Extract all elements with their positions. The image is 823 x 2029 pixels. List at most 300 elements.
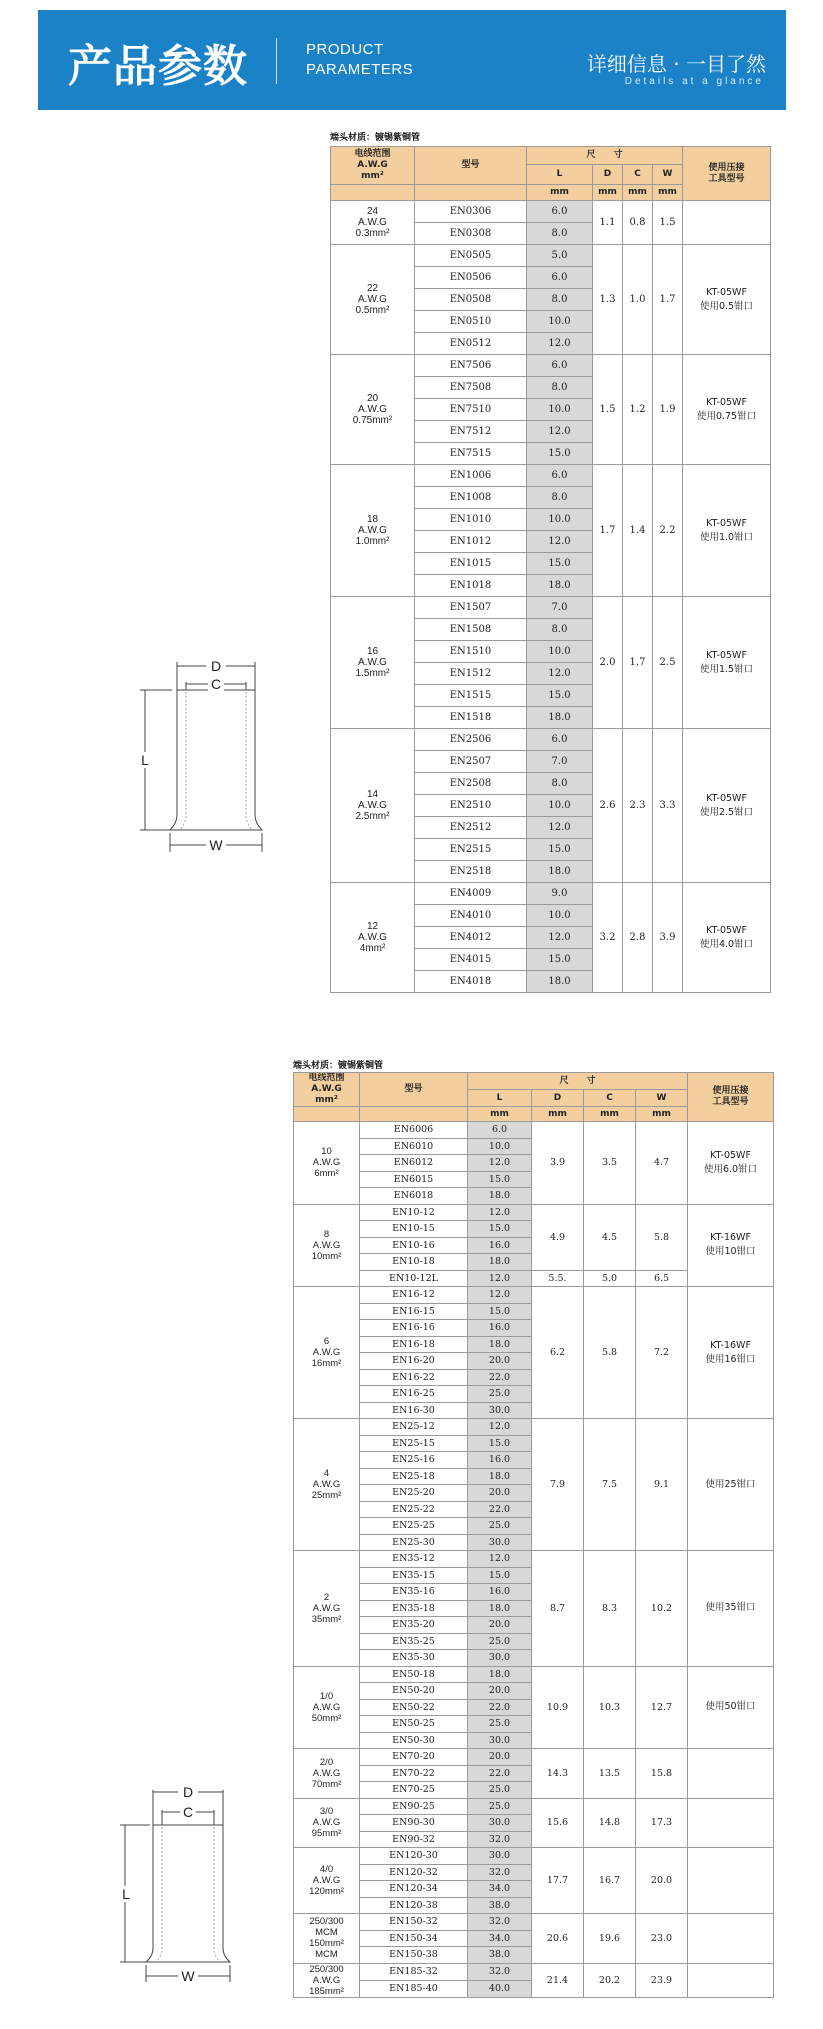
length-cell: 30.0 (468, 1732, 532, 1749)
length-cell: 30.0 (468, 1815, 532, 1832)
model-cell: EN4015 (415, 949, 527, 971)
length-cell: 20.0 (468, 1749, 532, 1766)
cell-line: A.W.G (312, 1479, 341, 1490)
length-cell: 16.0 (468, 1584, 532, 1601)
cell-line: 使用6.0钳口 (703, 1163, 758, 1175)
dim-c-label: C (210, 676, 222, 692)
model-cell: EN50-25 (360, 1716, 468, 1733)
dim-w-cell: 7.2 (636, 1287, 688, 1419)
length-cell: 15.0 (468, 1567, 532, 1584)
length-cell: 25.0 (468, 1633, 532, 1650)
table-row (294, 1287, 774, 1304)
wire-range-cell (294, 1419, 360, 1551)
tool-cell (688, 1798, 774, 1848)
header-w: W (653, 165, 683, 185)
length-cell: 15.0 (468, 1171, 532, 1188)
cell-line: 8 (323, 1228, 330, 1240)
model-cell: EN150-38 (360, 1947, 468, 1964)
wire-range-cell (294, 1122, 360, 1205)
length-cell: 6.0 (527, 355, 593, 377)
dim-c-cell: 19.6 (584, 1914, 636, 1964)
length-cell: 6.0 (468, 1122, 532, 1139)
header-size: 尺 寸 (468, 1073, 688, 1090)
model-cell: EN6006 (360, 1122, 468, 1139)
model-cell: EN4010 (415, 905, 527, 927)
length-cell: 18.0 (527, 861, 593, 883)
header-blank (331, 185, 415, 201)
length-cell: 8.0 (527, 487, 593, 509)
model-cell: EN2510 (415, 795, 527, 817)
model-cell: EN10-12 (360, 1204, 468, 1221)
length-cell: 10.0 (527, 311, 593, 333)
cell-line: A.W.G (358, 404, 387, 415)
dim-w-label: W (181, 1968, 195, 1984)
model-cell: EN6010 (360, 1138, 468, 1155)
length-cell: 30.0 (468, 1848, 532, 1865)
cell-line: 150mm² (309, 1938, 344, 1950)
tool-cell (688, 1914, 774, 1964)
model-cell: EN50-30 (360, 1732, 468, 1749)
cell-line: A.W.G (312, 1602, 341, 1614)
length-cell: 22.0 (468, 1501, 532, 1518)
cell-line: 1.5mm² (355, 668, 390, 679)
length-cell: 18.0 (468, 1188, 532, 1205)
length-cell: 20.0 (468, 1485, 532, 1502)
cell-line: A.W.G (358, 525, 387, 536)
model-cell: EN25-30 (360, 1534, 468, 1551)
tool-cell (683, 465, 771, 597)
tool-cell (683, 597, 771, 729)
model-cell: EN1507 (415, 597, 527, 619)
dim-d-cell: 14.3 (532, 1749, 584, 1799)
length-cell: 9.0 (527, 883, 593, 905)
header-unit: mm (593, 185, 623, 201)
cell-line: 22 (366, 283, 379, 294)
model-cell: EN120-32 (360, 1864, 468, 1881)
table-row (294, 1666, 774, 1683)
table-row (294, 1749, 774, 1766)
table-row (294, 1914, 774, 1931)
length-cell: 6.0 (527, 465, 593, 487)
cell-line: KT-16WF (710, 1232, 751, 1244)
model-cell: EN50-22 (360, 1699, 468, 1716)
page-title: 产品参数 (68, 41, 248, 92)
cell-line: 0.3mm² (355, 228, 390, 239)
length-cell: 34.0 (468, 1881, 532, 1898)
spec-table-1 (330, 146, 771, 993)
dim-d-cell: 1.5 (593, 355, 623, 465)
model-cell: EN10-16 (360, 1237, 468, 1254)
model-cell: EN25-25 (360, 1518, 468, 1535)
length-cell: 30.0 (468, 1402, 532, 1419)
header-unit: mm (636, 1107, 688, 1122)
model-cell: EN25-12 (360, 1419, 468, 1436)
cell-line: 2/0 (319, 1756, 334, 1768)
wire-range-cell (331, 245, 415, 355)
spec-table-2 (293, 1072, 774, 1998)
tool-cell (683, 355, 771, 465)
dim-c-cell: 2.8 (623, 883, 653, 993)
wire-range-cell (294, 1666, 360, 1749)
dim-d-cell: 7.9 (532, 1419, 584, 1551)
dim-d-cell: 17.7 (532, 1848, 584, 1914)
model-cell: EN0508 (415, 289, 527, 311)
tool-cell (688, 1666, 774, 1749)
model-cell: EN7506 (415, 355, 527, 377)
cell-line: 95mm² (311, 1828, 342, 1840)
cell-line: 4/0 (319, 1864, 334, 1875)
cell-line: A.W.G (312, 1767, 341, 1779)
model-cell: EN25-18 (360, 1468, 468, 1485)
header-tool: 使用压接 工具型号 (688, 1073, 774, 1122)
wire-range-cell (294, 1551, 360, 1667)
spec-table-1-body (331, 201, 771, 993)
dim-d-cell: 1.3 (593, 245, 623, 355)
model-cell: EN50-20 (360, 1683, 468, 1700)
cell-line: KT-05WF (706, 924, 747, 936)
model-cell: EN120-34 (360, 1881, 468, 1898)
length-cell: 32.0 (468, 1963, 532, 1980)
dim-w-cell: 1.7 (653, 245, 683, 355)
dim-c-cell: 1.0 (623, 245, 653, 355)
cell-line: A.W.G (312, 1875, 341, 1886)
tool-cell (688, 1551, 774, 1667)
model-cell: EN2508 (415, 773, 527, 795)
header-model: 型号 (360, 1073, 468, 1107)
length-cell: 15.0 (527, 839, 593, 861)
model-cell: EN1018 (415, 575, 527, 597)
wire-range-cell (331, 465, 415, 597)
header-l: L (468, 1090, 532, 1107)
cell-line: 185mm² (309, 1985, 344, 1997)
model-cell: EN4009 (415, 883, 527, 905)
dim-c-cell: 4.5 (584, 1204, 636, 1270)
model-cell: EN1015 (415, 553, 527, 575)
table-row (331, 729, 771, 751)
header-banner (38, 10, 786, 110)
tool-cell (683, 883, 771, 993)
wire-range-cell (294, 1848, 360, 1914)
dim-c-cell: 5.0 (584, 1270, 636, 1287)
cell-line: KT-05WF (706, 792, 747, 804)
wire-range-cell (294, 1914, 360, 1964)
cell-line: 1.0mm² (355, 536, 390, 547)
dim-c-cell: 13.5 (584, 1749, 636, 1799)
length-cell: 8.0 (527, 773, 593, 795)
length-cell: 18.0 (527, 575, 593, 597)
cell-line: A.W.G (312, 1157, 341, 1169)
cell-line: 25mm² (311, 1490, 342, 1501)
model-cell: EN35-12 (360, 1551, 468, 1568)
length-cell: 25.0 (468, 1782, 532, 1799)
length-cell: 7.0 (527, 751, 593, 773)
cell-line: A.W.G (312, 1239, 341, 1251)
model-cell: EN16-20 (360, 1353, 468, 1370)
model-cell: EN150-32 (360, 1914, 468, 1931)
length-cell: 8.0 (527, 619, 593, 641)
table-row (294, 1122, 774, 1139)
dim-w-cell: 12.7 (636, 1666, 688, 1749)
dim-d-cell: 1.7 (593, 465, 623, 597)
length-cell: 16.0 (468, 1452, 532, 1469)
dim-w-cell: 3.9 (653, 883, 683, 993)
length-cell: 32.0 (468, 1864, 532, 1881)
cell-line: MCM (315, 1949, 338, 1961)
header-unit: mm (623, 185, 653, 201)
length-cell: 25.0 (468, 1798, 532, 1815)
cell-line: 使用50钳口 (705, 1701, 756, 1713)
cell-line: A.W.G (358, 657, 387, 668)
dim-l-label: L (141, 752, 149, 768)
dim-w-cell: 3.3 (653, 729, 683, 883)
length-cell: 10.0 (527, 905, 593, 927)
cell-line: A.W.G (358, 932, 387, 943)
dim-w-cell: 15.8 (636, 1749, 688, 1799)
cell-line: KT-05WF (706, 517, 747, 529)
length-cell: 30.0 (468, 1650, 532, 1667)
dim-w-cell: 20.0 (636, 1848, 688, 1914)
cell-line: 2.5mm² (355, 811, 390, 822)
model-cell: EN0308 (415, 223, 527, 245)
length-cell: 18.0 (527, 971, 593, 993)
length-cell: 10.0 (527, 641, 593, 663)
cell-line: 10mm² (311, 1250, 342, 1262)
dim-l-label: L (122, 1886, 130, 1902)
model-cell: EN2518 (415, 861, 527, 883)
dim-d-cell: 15.6 (532, 1798, 584, 1848)
model-cell: EN120-38 (360, 1897, 468, 1914)
model-cell: EN120-30 (360, 1848, 468, 1865)
model-cell: EN16-22 (360, 1369, 468, 1386)
model-cell: EN1518 (415, 707, 527, 729)
header-size: 尺 寸 (527, 147, 683, 165)
dim-w-cell: 5.8 (636, 1204, 688, 1270)
length-cell: 6.0 (527, 201, 593, 223)
length-cell: 10.0 (527, 399, 593, 421)
length-cell: 15.0 (468, 1303, 532, 1320)
dim-w-cell: 6.5 (636, 1270, 688, 1287)
header-c: C (584, 1090, 636, 1107)
length-cell: 18.0 (468, 1468, 532, 1485)
dim-w-cell: 23.9 (636, 1963, 688, 1997)
dim-c-cell: 7.5 (584, 1419, 636, 1551)
cell-line: 使用0.75钳口 (696, 410, 757, 422)
length-cell: 22.0 (468, 1765, 532, 1782)
model-cell: EN70-20 (360, 1749, 468, 1766)
material-label-2: 端头材质：镀锡紫铜管 (293, 1061, 384, 1071)
length-cell: 12.0 (527, 531, 593, 553)
length-cell: 40.0 (468, 1980, 532, 1997)
table-row (294, 1551, 774, 1568)
cell-line: 使用16钳口 (705, 1353, 756, 1365)
cell-line: 使用0.5钳口 (699, 300, 754, 312)
model-cell: EN0306 (415, 201, 527, 223)
model-cell: EN185-32 (360, 1963, 468, 1980)
model-cell: EN6018 (360, 1188, 468, 1205)
dim-d-cell: 2.0 (593, 597, 623, 729)
length-cell: 12.0 (468, 1551, 532, 1568)
length-cell: 15.0 (468, 1221, 532, 1238)
length-cell: 8.0 (527, 377, 593, 399)
dim-d-cell: 20.6 (532, 1914, 584, 1964)
model-cell: EN1006 (415, 465, 527, 487)
wire-range-cell (331, 355, 415, 465)
length-cell: 20.0 (468, 1353, 532, 1370)
model-cell: EN35-16 (360, 1584, 468, 1601)
dim-c-cell: 20.2 (584, 1963, 636, 1997)
model-cell: EN2507 (415, 751, 527, 773)
tagline-cn: 详细信息 · 一目了然 (586, 52, 766, 76)
dim-c-cell: 16.7 (584, 1848, 636, 1914)
model-cell: EN25-16 (360, 1452, 468, 1469)
model-cell: EN16-15 (360, 1303, 468, 1320)
model-cell: EN185-40 (360, 1980, 468, 1997)
header-w: W (636, 1090, 688, 1107)
header-blank (294, 1107, 360, 1122)
spec-table-2-body (294, 1122, 774, 1998)
model-cell: EN10-15 (360, 1221, 468, 1238)
cell-line: 50mm² (311, 1712, 342, 1724)
model-cell: EN1515 (415, 685, 527, 707)
cell-line: 1/0 (319, 1690, 334, 1702)
tool-cell (688, 1848, 774, 1914)
length-cell: 12.0 (468, 1204, 532, 1221)
length-cell: 18.0 (468, 1336, 532, 1353)
cell-line: MCM (315, 1927, 338, 1939)
model-cell: EN16-12 (360, 1287, 468, 1304)
length-cell: 12.0 (468, 1287, 532, 1304)
length-cell: 22.0 (468, 1369, 532, 1386)
model-cell: EN1010 (415, 509, 527, 531)
model-cell: EN7508 (415, 377, 527, 399)
dim-d-cell: 1.1 (593, 201, 623, 245)
dim-c-cell: 1.2 (623, 355, 653, 465)
model-cell: EN150-34 (360, 1930, 468, 1947)
dim-d-cell: 10.9 (532, 1666, 584, 1749)
tool-cell (683, 729, 771, 883)
dim-c-cell: 8.3 (584, 1551, 636, 1667)
model-cell: EN70-22 (360, 1765, 468, 1782)
header-unit: mm (468, 1107, 532, 1122)
model-cell: EN35-30 (360, 1650, 468, 1667)
tool-cell (683, 201, 771, 245)
header-unit: mm (532, 1107, 584, 1122)
model-cell: EN0512 (415, 333, 527, 355)
cell-line: 250/300 (309, 1963, 344, 1975)
tool-cell (688, 1287, 774, 1419)
cell-line: 14 (366, 789, 379, 800)
model-cell: EN7515 (415, 443, 527, 465)
model-cell: EN2506 (415, 729, 527, 751)
tagline-en: Details at a glance (624, 76, 764, 87)
length-cell: 25.0 (468, 1716, 532, 1733)
model-cell: EN35-25 (360, 1633, 468, 1650)
page-subtitle-en: PRODUCT PARAMETERS (306, 41, 414, 78)
cell-line: KT-05WF (706, 649, 747, 661)
model-cell: EN1012 (415, 531, 527, 553)
ferrule-dimension-drawing-2 (120, 1770, 280, 1994)
model-cell: EN25-22 (360, 1501, 468, 1518)
length-cell: 12.0 (468, 1155, 532, 1172)
model-cell: EN1512 (415, 663, 527, 685)
length-cell: 8.0 (527, 289, 593, 311)
wire-range-cell (331, 201, 415, 245)
length-cell: 8.0 (527, 223, 593, 245)
model-cell: EN35-18 (360, 1600, 468, 1617)
length-cell: 10.0 (527, 509, 593, 531)
wire-range-cell (331, 883, 415, 993)
cell-line: 35mm² (311, 1613, 342, 1625)
dim-w-cell: 1.9 (653, 355, 683, 465)
model-cell: EN0506 (415, 267, 527, 289)
cell-line: 使用1.0钳口 (699, 531, 754, 543)
cell-line: 使用10钳口 (705, 1246, 756, 1258)
length-cell: 12.0 (527, 333, 593, 355)
dim-w-cell: 23.0 (636, 1914, 688, 1964)
dim-d-cell: 2.6 (593, 729, 623, 883)
cell-line: KT-05WF (706, 396, 747, 408)
length-cell: 12.0 (468, 1270, 532, 1287)
dim-d-cell: 8.7 (532, 1551, 584, 1667)
wire-range-cell (294, 1798, 360, 1848)
model-cell: EN1008 (415, 487, 527, 509)
model-cell: EN0505 (415, 245, 527, 267)
dim-c-cell: 1.4 (623, 465, 653, 597)
length-cell: 34.0 (468, 1930, 532, 1947)
cell-line: A.W.G (358, 800, 387, 811)
cell-line: 70mm² (311, 1778, 342, 1790)
dim-c-label: C (182, 1804, 194, 1820)
length-cell: 30.0 (468, 1534, 532, 1551)
model-cell: EN2512 (415, 817, 527, 839)
length-cell: 12.0 (527, 817, 593, 839)
length-cell: 15.0 (527, 443, 593, 465)
cell-line: 12 (366, 921, 379, 932)
cell-line: A.W.G (312, 1347, 341, 1358)
divider (276, 38, 277, 84)
wire-range-cell (331, 597, 415, 729)
dim-w-cell: 17.3 (636, 1798, 688, 1848)
model-cell: EN10-18 (360, 1254, 468, 1271)
header-d: D (593, 165, 623, 185)
model-cell: EN10-12L (360, 1270, 468, 1287)
dim-d-cell: 3.2 (593, 883, 623, 993)
model-cell: EN0510 (415, 311, 527, 333)
header-model: 型号 (415, 147, 527, 185)
dim-d-label: D (210, 658, 222, 674)
length-cell: 6.0 (527, 267, 593, 289)
table-row (294, 1848, 774, 1865)
table-row (294, 1204, 774, 1221)
dim-w-cell: 10.2 (636, 1551, 688, 1667)
tool-cell (688, 1419, 774, 1551)
cell-line: 16 (366, 646, 379, 657)
table-row (331, 201, 771, 223)
material-label-1: 端头材质：镀锡紫铜管 (330, 133, 421, 143)
header-unit: mm (653, 185, 683, 201)
cell-line: 18 (366, 514, 379, 525)
cell-line: 24 (366, 206, 379, 217)
model-cell: EN1508 (415, 619, 527, 641)
length-cell: 12.0 (468, 1419, 532, 1436)
wire-range-cell (331, 729, 415, 883)
table-row (331, 597, 771, 619)
model-cell: EN16-16 (360, 1320, 468, 1337)
cell-line: 2 (323, 1591, 330, 1603)
header-d: D (532, 1090, 584, 1107)
cell-line: 10 (321, 1146, 332, 1158)
length-cell: 10.0 (468, 1138, 532, 1155)
